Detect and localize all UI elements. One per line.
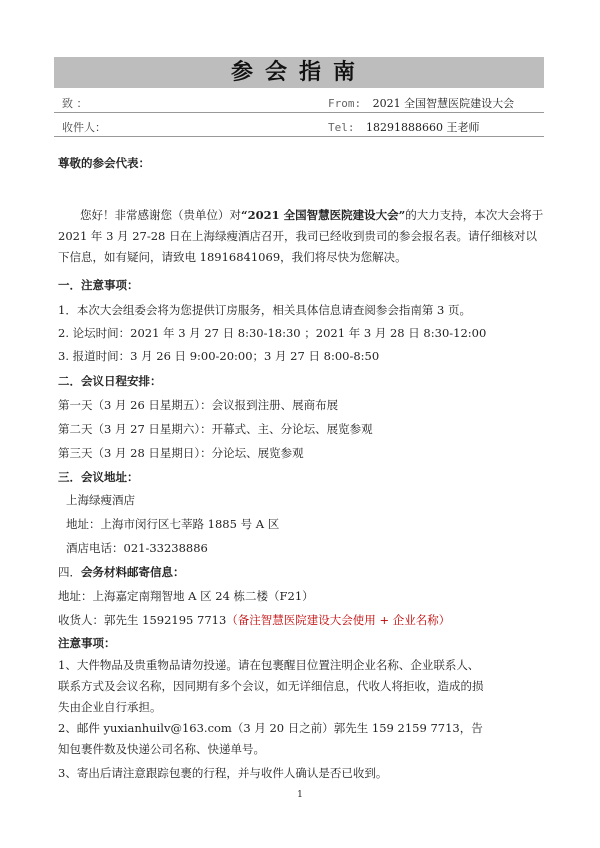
tel-field	[328, 119, 479, 135]
section-4-number: 四．	[58, 565, 81, 579]
tel-key: Tel:	[328, 121, 355, 134]
notes-heading: 注意事项：	[58, 636, 116, 650]
intro-paragraph	[58, 205, 544, 268]
page-number: 1	[297, 790, 303, 800]
s1-item: 2. 论坛时间：2021 年 3 月 27 日 8:30-18:30 ；2021 年 3 月 28 日 8:30-12:00	[58, 326, 487, 340]
from-value: 2021 全国智慧医院建设大会	[372, 97, 515, 110]
header-row-from	[54, 90, 544, 113]
tel-value: 18291888660 王老师	[366, 121, 480, 134]
intro-post: 的大力支持，本次大会将于 2021 年 3 月 27-28 日在上海绿瘦酒店召开，我司已经收到贵司的参会报名表。请仔细核对以下信息，如有疑问，请致电 18916841069，我们将尽快为您解决。	[58, 208, 544, 264]
s2-item: 第三天（3 月 28 日星期日）：分论坛、展览参观	[58, 446, 304, 460]
page-title: 参会指南	[54, 57, 544, 88]
hotel-address: 地址：上海市闵行区七莘路 1885 号 A 区	[66, 517, 280, 531]
hotel-phone: 酒店电话：021-33238886	[66, 541, 208, 555]
s2-item: 第一天（3 月 26 日星期五）：会议报到注册、展商布展	[58, 398, 339, 412]
to-label: 致 ：	[62, 97, 88, 110]
recipient-info: 收货人：郭先生 1592195 7713	[58, 613, 227, 627]
recipient-label: 收件人：	[62, 121, 106, 134]
from-field	[328, 95, 514, 111]
recipient-note: （备注智慧医院建设大会使用 + 企业名称）	[226, 613, 451, 627]
note-1: 1、大件物品及贵重物品请勿投递。请在包裹醒目位置注明企业名称、企业联系人、联系方式及会议名称，因同期有多个会议，如无详细信息，代收人将拒收，造成的损失由企业自行承担。	[58, 658, 484, 714]
s1-item: 1．本次大会组委会将为您提供订房服务，相关具体信息请查阅参会指南第 3 页。	[58, 303, 471, 317]
intro-pre: 您好！非常感谢您（贵单位）对	[80, 208, 241, 222]
section-2-heading: 二．会议日程安排：	[58, 374, 162, 388]
header-row-tel	[54, 114, 544, 137]
section-4-title: 会务材料邮寄信息：	[81, 565, 185, 579]
mail-address: 地址：上海嘉定南翔智地 A 区 24 栋二楼（F21）	[58, 589, 314, 603]
greeting: 尊敬的参会代表：	[58, 156, 150, 170]
section-4-heading	[58, 564, 542, 580]
note-3: 3、寄出后请注意跟踪包裹的行程，并与收件人确认是否已收到。	[58, 766, 388, 780]
section-1-heading: 一．注意事项：	[58, 278, 139, 292]
section-3-heading: 三．会议地址：	[58, 470, 139, 484]
hotel-name: 上海绿瘦酒店	[66, 493, 135, 507]
s2-item: 第二天（3 月 27 日星期六）：开幕式、主、分论坛、展览参观	[58, 422, 373, 436]
s1-item: 3. 报道时间：3 月 26 日 9:00-20:00；3 月 27 日 8:00-8:50	[58, 349, 380, 363]
mail-recipient	[58, 612, 542, 628]
intro-highlight: “2021 全国智慧医院建设大会”	[241, 208, 406, 222]
note-2: 2、邮件 yuxianhuilv@163.com（3 月 20 日之前）郭先生 159 2159 7713，告知包裹件数及快递公司名称、快递单号。	[58, 721, 483, 756]
from-key: From:	[328, 97, 362, 110]
